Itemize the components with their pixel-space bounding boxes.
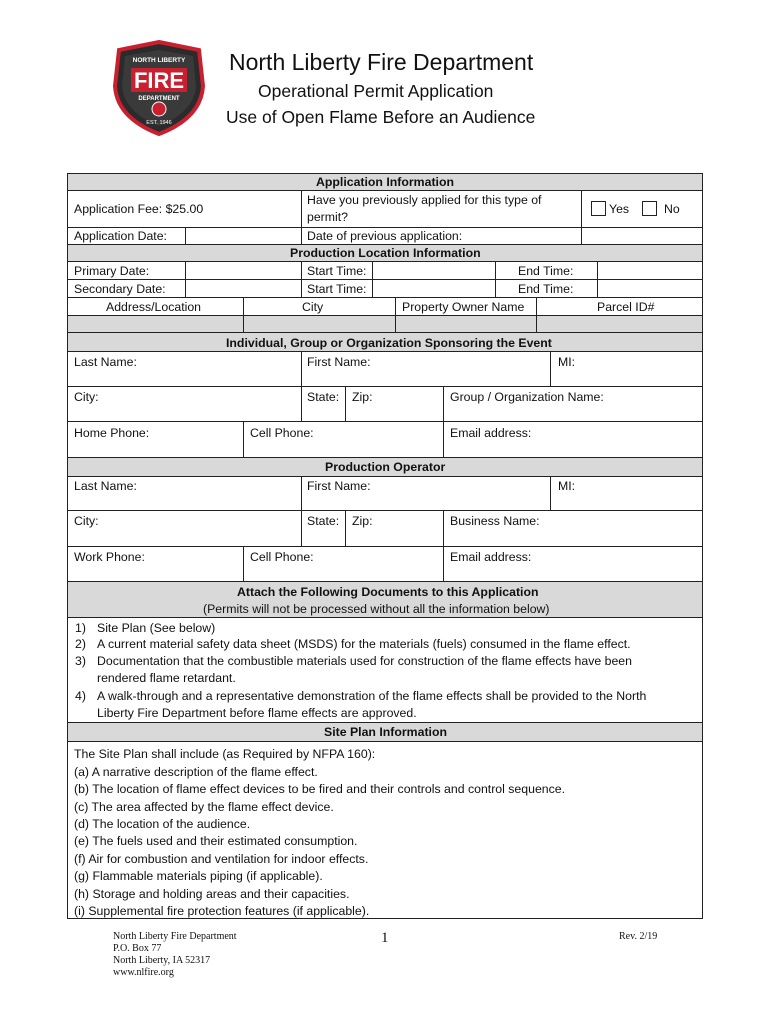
attachment-number: 3) (75, 654, 86, 668)
sponsor-header: Individual, Group or Organization Sponsoring the Event (226, 336, 552, 350)
logo-sub-text: DEPARTMENT (138, 96, 180, 102)
page-number: 1 (381, 930, 389, 946)
previously-applied-question-line1: Have you previously applied for this type of (307, 193, 542, 207)
footer-address-line: P.O. Box 77 (113, 943, 162, 954)
primary-end-time-label: End Time: (518, 264, 574, 278)
revision-label: Rev. 2/19 (619, 931, 658, 942)
primary-start-time-label: Start Time: (307, 264, 367, 278)
application-info-header: Application Information (316, 175, 454, 189)
sponsor-cell-phone-label: Cell Phone: (250, 426, 314, 440)
site-plan-item: (d) The location of the audience. (74, 817, 251, 831)
operator-email-label: Email address: (450, 550, 532, 564)
attachment-number: 2) (75, 637, 86, 651)
primary-date-label: Primary Date: (74, 264, 150, 278)
sponsor-city-label: City: (74, 390, 99, 404)
site-plan-item: (a) A narrative description of the flame effect. (74, 765, 318, 779)
previously-applied-question-line2: permit? (307, 210, 349, 224)
operator-state-label: State: (307, 514, 340, 528)
parcel-column-header: Parcel ID# (597, 300, 655, 314)
attachments-subtitle: (Permits will not be processed without all the information below) (203, 602, 550, 616)
owner-column-header: Property Owner Name (402, 300, 525, 314)
application-fee-label: Application Fee: $25.00 (74, 202, 204, 216)
footer-address-line: North Liberty Fire Department (113, 931, 237, 942)
parcel-id-field[interactable] (537, 316, 701, 331)
logo-est-text: EST. 1946 (146, 120, 172, 126)
sponsor-org-name-label: Group / Organization Name: (450, 390, 604, 404)
previous-application-date-label: Date of previous application: (307, 229, 463, 243)
production-location-header: Production Location Information (290, 246, 481, 260)
sponsor-mi-label: MI: (558, 355, 576, 369)
fire-department-logo (113, 40, 205, 136)
site-plan-intro: The Site Plan shall include (as Required by NFPA 160): (74, 747, 376, 761)
operator-header: Production Operator (325, 460, 446, 474)
operator-city-label: City: (74, 514, 99, 528)
attachment-number: 4) (75, 689, 86, 703)
attachment-text: Site Plan (See below) (97, 621, 216, 635)
operator-cell-phone-label: Cell Phone: (250, 550, 314, 564)
site-plan-item: (g) Flammable materials piping (if applicable). (74, 869, 323, 883)
secondary-end-time-field[interactable] (598, 280, 701, 296)
site-plan-item: (h) Storage and holding areas and their capacities. (74, 887, 350, 901)
yes-label: Yes (609, 202, 630, 216)
secondary-start-time-field[interactable] (373, 280, 494, 296)
primary-end-time-field[interactable] (598, 262, 701, 278)
address-field[interactable] (68, 316, 242, 331)
site-plan-header: Site Plan Information (324, 725, 447, 739)
logo-top-text: NORTH LIBERTY (132, 57, 186, 64)
site-plan-item: (b) The location of flame effect devices to be fired and their controls and control sequence. (74, 782, 566, 796)
sponsor-state-label: State: (307, 390, 340, 404)
site-plan-item: (f) Air for combustion and ventilation for indoor effects. (74, 852, 369, 866)
secondary-start-time-label: Start Time: (307, 282, 367, 296)
sponsor-last-name-label: Last Name: (74, 355, 137, 369)
yes-checkbox[interactable] (591, 201, 606, 216)
operator-last-name-label: Last Name: (74, 479, 137, 493)
property-owner-field[interactable] (396, 316, 535, 331)
city-field[interactable] (244, 316, 394, 331)
attachment-text: A current material safety data sheet (MSDS) for the materials (fuels) consumed in the flame effect. (97, 637, 631, 651)
no-label: No (664, 202, 680, 216)
operator-zip-label: Zip: (352, 514, 373, 528)
form-subtitle-1: Operational Permit Application (258, 81, 494, 101)
application-date-field[interactable] (186, 228, 300, 243)
footer-address-line: North Liberty, IA 52317 (113, 955, 211, 966)
secondary-date-field[interactable] (186, 280, 300, 296)
attachment-text: A walk-through and a representative demonstration of the flame effects shall be provided to the North (97, 689, 647, 703)
secondary-date-label: Secondary Date: (74, 282, 166, 296)
previous-application-date-field[interactable] (582, 228, 701, 243)
sponsor-home-phone-label: Home Phone: (74, 426, 150, 440)
attachment-text-cont: rendered flame retardant. (97, 671, 236, 685)
city-column-header: City (302, 300, 324, 314)
attachment-text-cont: Liberty Fire Department before flame effects are approved. (97, 706, 417, 720)
secondary-end-time-label: End Time: (518, 282, 574, 296)
sponsor-zip-label: Zip: (352, 390, 373, 404)
operator-business-name-label: Business Name: (450, 514, 540, 528)
attachments-header: Attach the Following Documents to this Application (237, 585, 539, 599)
operator-work-phone-label: Work Phone: (74, 550, 145, 564)
site-plan-item: (e) The fuels used and their estimated consumption. (74, 834, 358, 848)
site-plan-item: (i) Supplemental fire protection features (if applicable). (74, 904, 370, 918)
attachment-text: Documentation that the combustible materials used for construction of the flame effects have been (97, 654, 632, 668)
primary-date-field[interactable] (186, 262, 300, 278)
sponsor-email-label: Email address: (450, 426, 532, 440)
org-title: North Liberty Fire Department (229, 49, 534, 75)
sponsor-first-name-label: First Name: (307, 355, 371, 369)
footer-website: www.nlfire.org (113, 967, 174, 978)
no-checkbox[interactable] (642, 201, 657, 216)
primary-start-time-field[interactable] (373, 262, 494, 278)
logo-main-text: FIRE (133, 68, 185, 93)
operator-first-name-label: First Name: (307, 479, 371, 493)
application-date-label: Application Date: (74, 229, 167, 243)
address-column-header: Address/Location (106, 300, 202, 314)
attachment-number: 1) (75, 621, 86, 635)
operator-mi-label: MI: (558, 479, 576, 493)
site-plan-item: (c) The area affected by the flame effect device. (74, 800, 334, 814)
form-subtitle-2: Use of Open Flame Before an Audience (226, 107, 536, 127)
